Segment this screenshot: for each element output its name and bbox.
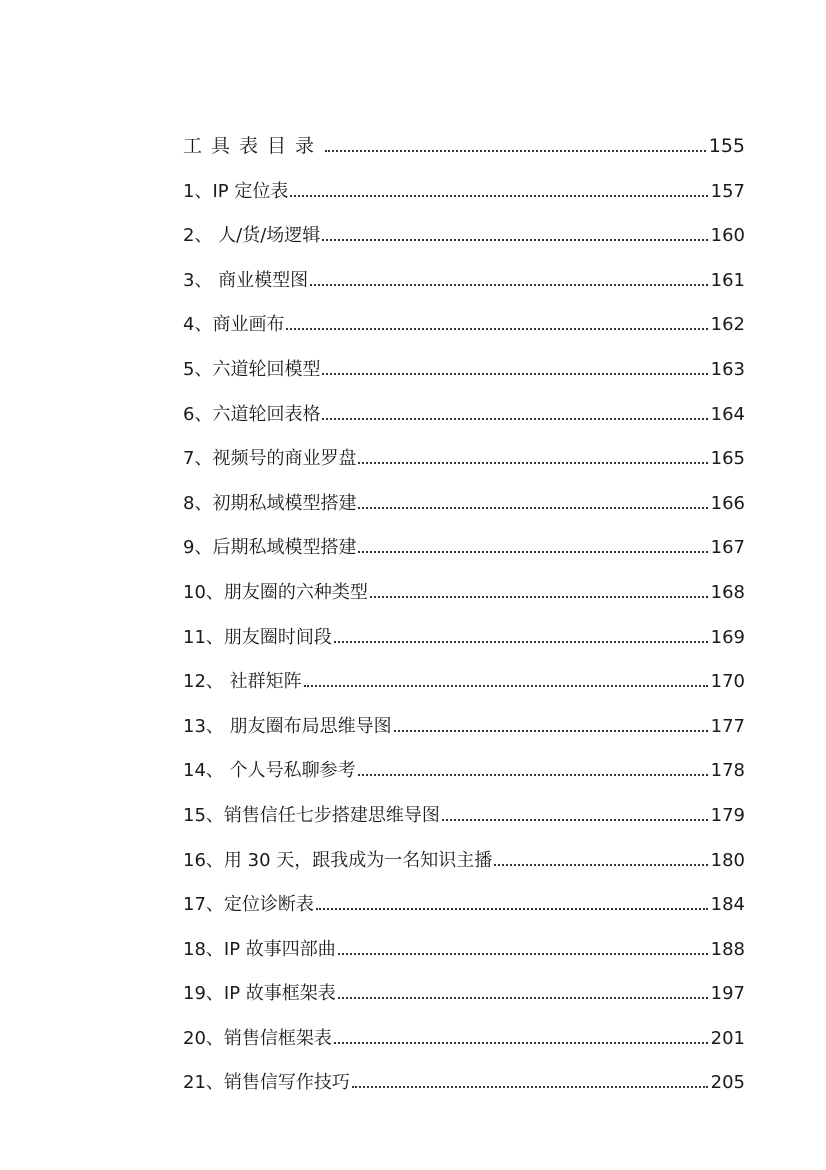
toc-entry[interactable]: [183, 959, 745, 1004]
toc-heading-label: 工具表目录: [183, 135, 324, 157]
toc-entry[interactable]: [183, 1048, 745, 1093]
toc-entry-page-number: 161: [710, 269, 745, 291]
toc-entry[interactable]: [183, 290, 745, 335]
toc-entry-page-number: 188: [710, 938, 745, 960]
dot-leader: [334, 641, 708, 643]
dot-leader: [370, 596, 708, 598]
dot-leader: [442, 819, 708, 821]
toc-entry-label: 2、 人/货/场逻辑: [183, 225, 321, 247]
toc-entry-page-number: 164: [710, 403, 745, 425]
toc-entry[interactable]: [183, 424, 745, 469]
toc-entry-label: 16、用 30 天，跟我成为一名知识主播: [183, 849, 493, 871]
toc-entry-page-number: 180: [710, 849, 745, 871]
dot-leader: [322, 418, 707, 420]
dot-leader: [286, 328, 707, 330]
table-of-contents: [183, 104, 745, 1092]
toc-entry-page-number: 162: [710, 314, 745, 336]
toc-entry-label: 9、后期私域模型搭建: [183, 537, 357, 559]
dot-leader: [310, 284, 707, 286]
toc-entry[interactable]: [183, 513, 745, 558]
toc-entry-label: 21、销售信写作技巧: [183, 1072, 350, 1094]
toc-entry-label: 8、初期私域模型搭建: [183, 492, 357, 514]
dot-leader: [394, 730, 708, 732]
dot-leader: [352, 1086, 708, 1088]
toc-entry-label: 11、朋友圈时间段: [183, 626, 332, 648]
dot-leader: [304, 685, 708, 687]
dot-leader: [338, 953, 708, 955]
toc-entry-label: 1、IP 定位表: [183, 180, 289, 202]
dot-leader: [334, 1042, 708, 1044]
toc-entry-label: 13、 朋友圈布局思维导图: [183, 715, 392, 737]
toc-entry[interactable]: [183, 245, 745, 290]
toc-entry-label: 20、销售信框架表: [183, 1027, 332, 1049]
dot-leader: [358, 774, 708, 776]
toc-entry[interactable]: [183, 334, 745, 379]
dot-leader: [358, 507, 707, 509]
toc-entry-label: 19、IP 故事框架表: [183, 983, 336, 1005]
dot-leader: [322, 373, 707, 375]
toc-entry[interactable]: [183, 825, 745, 870]
toc-entry-page-number: 160: [710, 225, 745, 247]
toc-entry-label: 3、 商业模型图: [183, 269, 309, 291]
toc-entry-page-number: 169: [710, 626, 745, 648]
toc-entry-label: 7、视频号的商业罗盘: [183, 448, 357, 470]
toc-entry-label: 4、商业画布: [183, 314, 285, 336]
toc-entry[interactable]: [183, 156, 745, 201]
toc-entry[interactable]: [183, 201, 745, 246]
toc-entry[interactable]: [183, 647, 745, 692]
toc-entry-page-number: 178: [710, 760, 745, 782]
toc-entry-page-number: 166: [710, 492, 745, 514]
toc-entry[interactable]: [183, 691, 745, 736]
toc-entry-label: 17、定位诊断表: [183, 894, 314, 916]
toc-entry-page-number: 157: [710, 180, 745, 202]
toc-entry[interactable]: [183, 1003, 745, 1048]
dot-leader: [322, 239, 707, 241]
toc-entry-page-number: 163: [710, 358, 745, 380]
toc-entry-label: 5、六道轮回模型: [183, 358, 321, 380]
toc-entry-label: 10、朋友圈的六种类型: [183, 581, 368, 603]
toc-entry[interactable]: [183, 602, 745, 647]
dot-leader: [358, 551, 707, 553]
toc-entry-page-number: 167: [710, 537, 745, 559]
dot-leader: [338, 997, 708, 999]
toc-entry-page-number: 177: [710, 715, 745, 737]
toc-entry-page-number: 205: [710, 1072, 745, 1094]
dot-leader: [358, 462, 707, 464]
toc-entry[interactable]: [183, 557, 745, 602]
toc-entry-page-number: 168: [710, 581, 745, 603]
toc-entry[interactable]: [183, 468, 745, 513]
toc-entry-label: 6、六道轮回表格: [183, 403, 321, 425]
toc-heading[interactable]: [183, 104, 745, 156]
toc-entry-page-number: 170: [710, 671, 745, 693]
toc-heading-page-number: 155: [708, 135, 745, 157]
toc-entry-page-number: 179: [710, 804, 745, 826]
toc-entry[interactable]: [183, 379, 745, 424]
toc-entry-label: 14、 个人号私聊参考: [183, 760, 356, 782]
toc-entry-page-number: 184: [710, 894, 745, 916]
dot-leader: [494, 864, 707, 866]
toc-entry[interactable]: [183, 780, 745, 825]
toc-entry-page-number: 197: [710, 983, 745, 1005]
dot-leader: [316, 908, 708, 910]
toc-entry[interactable]: [183, 914, 745, 959]
toc-entry-page-number: 201: [710, 1027, 745, 1049]
toc-entry[interactable]: [183, 736, 745, 781]
toc-entry[interactable]: [183, 870, 745, 915]
dot-leader: [325, 150, 706, 152]
toc-entry-label: 15、销售信任七步搭建思维导图: [183, 804, 440, 826]
toc-entry-label: 12、 社群矩阵: [183, 671, 302, 693]
dot-leader: [290, 195, 707, 197]
toc-entry-label: 18、IP 故事四部曲: [183, 938, 336, 960]
toc-entry-page-number: 165: [710, 448, 745, 470]
